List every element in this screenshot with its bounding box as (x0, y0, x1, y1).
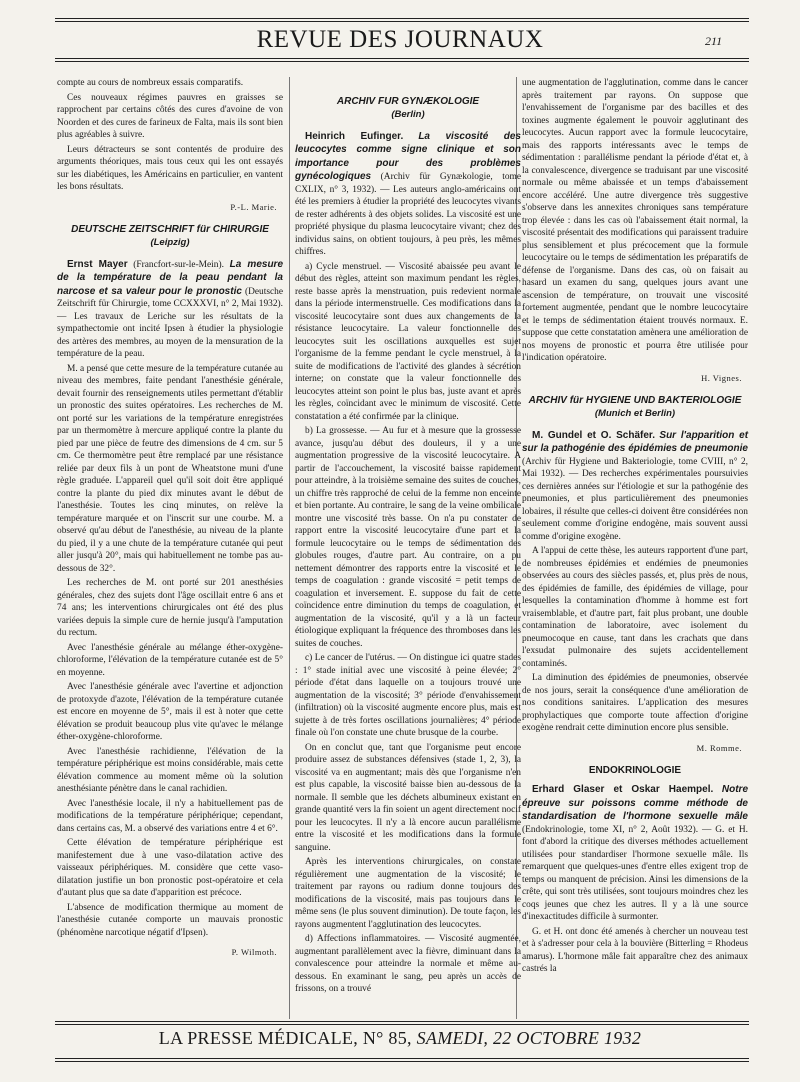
journal-section-heading: DEUTSCHE ZEITSCHRIFT für CHIRURGIE (71, 223, 269, 235)
section-heading: ENDOKRINOLOGIE (588, 765, 682, 777)
paragraph: d) Affections inflammatoires. — Viscosité augmentée, augmentant parallèlement avec la fièvre, diminuant dans la convalescence pour atteindre la normale et même au-dessous. En examinant le sang, peu après un accès de frissons, on a trouvé (295, 934, 521, 995)
paragraph: Après les interventions chirurgicales, on constate régulièrement une augmentation de la viscosité; le traitement par rayons ou radium donne toujours des modifications de la viscosité, mais pas toujours dans le même sens (le plus souvent diminution). De toute façon, les rayons augmentent l'agglutination des leucocytes. (295, 857, 521, 930)
paragraph: a) Cycle menstruel. — Viscosité abaissée peu avant le début des règles, atteint son maximum pendant les règles, reste basse après la menstruation, puis redevient normale dans la période intermenstruelle. Ces modifications dans la viscosité leucocytaire sont dues aux changements de la résistance leucocytaire. La valeur fonctionnelle des leucocytes suit les oscillations auxquelles est sujet l'organisme de la femme pendant le cycle menstruel, à la suite de modifications de l'activité des glandes à sécrétion interne; on constate que la valeur fonctionnelle des leucocytes atteint son point le plus bas, juste avant et après les règles, coïncidant avec le minimum de viscosité. Cette constatation a été confirmée par la clinique. (295, 261, 521, 422)
article-reference: (Deutsche Zeitschrift für Chirurgie, tome CCXXXVI, n° 2, Mai 1932). — Les travaux de Leriche sur les résultats de la sympathectomie ont incité Ipsen à étudier la physiologie des artères des membres, au moyen de la mensuration de la température de la peau. (57, 286, 283, 360)
article-title: Notre épreuve sur poissons comme méthode de standardisation de l'hormone sexuelle mâle (522, 784, 749, 823)
article-header (57, 258, 283, 361)
paragraph: La diminution des épidémies de pneumonies, observée de nos jours, serait la conséquence d'une amélioration de nos conditions sanitaires. L'application des mesures prophylactiques que comporte toute affection d'origine exogène rendrait cette diminution encore plus sensible. (522, 673, 748, 734)
article-header (522, 783, 748, 924)
paragraph: b) La grossesse. — Au fur et à mesure que la grossesse avance, jusqu'au début des douleurs, il y a une augmentation progressive de la viscosité leucocytaire. A partir de l'accouchement, la viscosité baisse rapidement pour atteindre, à la troisième semaine des suites de couches, un chiffre très rapproché de celui de la femme non enceinte et bien portante. Au contraire, le sang de la veine ombilicale montre une viscosité très basse. On n'a pu constater de rapport entre la viscosité leucocytaire d'une part et la formule leucocytaire ou le temps de sédimentation des globules rouges, d'autre part. Au contraire, on a pu nettement démontrer des rapports entre la viscosité et le temps de coagulation : grande viscosité = petit temps de coagulation et inversement. E. suppose du fait de cette coïncidence entre diminution du temps de coagulation, et augmentation de la viscosité, qu'il y a là un facteur étiologique expliquant la fréquence des thromboses dans les suites de couches. (295, 426, 521, 649)
header-bottom-rule-2 (55, 61, 749, 62)
paragraph: compte au cours de nombreux essais comparatifs. (57, 78, 244, 88)
paragraph: Avec l'anesthésie locale, il n'y a habituellement pas de modifications de la température périphérique; cependant, dans certains cas, M. a observé des variations entre 4 et 6°. (57, 798, 283, 834)
paragraph: Avec l'anesthésie générale au mélange éther-oxygène-chloroforme, l'élévation de la température cutanée est de 5° en moyenne. (57, 642, 283, 678)
article-author: M. Gundel et O. Schäfer. (532, 429, 656, 441)
page-number: 211 (705, 34, 723, 48)
paragraph: M. a pensé que cette mesure de la température cutanée au niveau des membres, faite pendant l'anesthésie générale, devait fournir des renseignements utiles permettant d'établir un pronostic des suites opératoires. Les recherches de M. ont porté sur les variations de la température enregistrées par un thermomètre à mercure appliqué contre la plante du pied par une pièce de feutre des dimensions de 4 cm. sur 5 cm. Ce thermomètre peut être remplacé par une résistance reliée par deux fils à un pont de Wheatstone muni d'une règle graduée. L'appareil quel qu'il soit doit être appliqué contre la plante du pied dix minutes avant le début de l'anesthésie. Toutes les cinq minutes, on relève la température marquée et on l'inscrit sur une courbe. M. a observé qu'au début de l'anesthésie, au niveau de la plante du pied, il y a une chute de la température cutanée qui peut aller jusqu'à 20°, mais qui habituellement ne tombe pas au-dessous de 32°. (57, 363, 283, 574)
paragraph: Ces nouveaux régimes pauvres en graisses se rapprochent par certains côtés des cures d'avoine de von Noorden et des cures de farineux de Falta, mais ils sont bien plus agréables à suivre. (57, 92, 283, 140)
footer-publication: LA PRESSE MÉDICALE, N° 85, (158, 1028, 412, 1048)
article-reference: (Archiv für Hygiene und Bakteriologie, tome CVIII, n° 2, Mai 1932). — Des recherches expérimentales poursuivies ces dernières années sur l'étiologie et sur la pathogénie des pneumonies, et plus particulièrement des pneumonies lobaires, il résulte que celles-ci doivent être considérées non seulement comme d'origine endogène, mais souvent aussi comme d'origine exogène. (522, 456, 748, 542)
journal-city: (Munich et Berlin) (594, 408, 676, 420)
paragraph: A l'appui de cette thèse, les auteurs rapportent d'une part, de nombreuses épidémies et endémies de pneumonies observées au cours des siècles passés, et, plus près de nous, des épidémies de famille, des épidémies de village, pour lesquelles la contamination d'homme à homme est fort vraisemblable, et d'autre part, fait plus probant, une double contamination de laboratoire, avec isolement du pneumocoque en cause, tant dans les crachats que dans l'exsudat pulmonaire des sujets accidentellement contaminés. (522, 546, 748, 669)
article-author: Ernst Mayer (67, 258, 128, 270)
article-title: Sur l'apparition et sur la pathogénie des épidémies de pneumonie (522, 429, 749, 455)
footer-top-rule-2 (55, 1024, 749, 1025)
header-bottom-rule (55, 58, 749, 59)
footer (0, 1028, 800, 1049)
footer-bottom-rule-2 (55, 1061, 749, 1062)
footer-bottom-rule (55, 1058, 749, 1059)
signature: H. Vignes. (701, 372, 742, 383)
paragraph: G. et H. ont donc été amenés à chercher un nouveau test et à s'adresser pour cela à la bouvière (Bitterling = Rhodeus amarus). L'hormone mâle fait apparaître chez des animaux castrés la (522, 926, 748, 975)
column-separator (289, 77, 290, 1019)
journal-header-title: REVUE DES JOURNAUX (256, 26, 544, 53)
article-header (295, 130, 521, 259)
header-top-rule-2 (55, 21, 749, 22)
article-author: Erhard Glaser et Oskar Haempel. (532, 784, 714, 796)
paragraph: Avec l'anesthésie générale avec l'avertine et adjonction de protoxyde d'azote, l'élévation de la température cutanée est encore en moyenne de 5°, mais il est à noter que cette élévation se produit beaucoup plus vite qu'avec le mélange éther-oxygène-chloroforme. (57, 682, 283, 743)
paragraph: Les recherches de M. ont porté sur 201 anesthésies générales, chez des sujets dont l'âge oscillait entre 6 ans et 74 ans; les interventions chirurgicales ont été des plus variées depuis la simple cure de hernie jusqu'à l'amputation du rectum. (57, 578, 283, 639)
article-author: Heinrich Eufinger. (305, 130, 404, 142)
paragraph: Avec l'anesthésie rachidienne, l'élévation de la température périphérique est moins considérable, mais cette élévation commence au moment même où la solution anesthésiante pénètre dans le canal rachidien. (57, 746, 283, 795)
footer-date: SAMEDI, 22 OCTOBRE 1932 (416, 1028, 642, 1048)
paragraph: On en conclut que, tant que l'organisme peut encore produire assez de substances défensives (stade 1, 2, 3), la viscosité va en augmentant; mais dès que l'organisme n'en est plus capable, la viscosité baisse bien au-dessous de la normale. Il semble que les déchets albumineux existant en grande quantité vers la fin soient un agent directement nocif pour les leucocytes. Il n'y a là encore aucun parallélisme entre la viscosité et les modifications dans la formule sanguine. (295, 742, 521, 853)
journal-section-heading: ARCHIV für HYGIENE UND BAKTERIOLOGIE (528, 394, 742, 406)
article-title: La mesure de la température de la peau pendant la narcose et sa valeur pour le pronostic (57, 258, 284, 297)
paragraph: une augmentation de l'agglutination, comme dans le cancer après traitement par rayons. On suppose que l'envahissement de l'organisme par des bacilles et des toxines augmente également le pouvoir agglutinant des leucocytes. Aucun rapport avec la formule leucocytaire, mais des rapports intéressants avec le temps de sédimentation : parallélisme pendant la période d'état et, à la convalescence, divergence se traduisant par une viscosité normale ou même abaissée et un temps d'abaissement encore accéléré. Une autre divergence très suggestive s'observe dans les annexites chroniques sans température trop élevée : dans les cas où l'abaissement était normal, la viscosité présentait des modifications qui paraissent traduire plus sensiblement et plus précocement que la formule leucocytaire ou le temps de sédimentation les préparatifs de défense de l'organisme. Dans des cas, où on faisait au hasard un examen du sang, quelques jours avant une ascension de température, on trouvait une viscosité fortement augmentée, pendant que le nombre leucocytaire et le temps de sédimentation étaient trouvés normaux. E. suppose que cette constatation amènera une amélioration de nos moyens de pronostic et pourra être utilisée pour l'indication opératoire. (522, 78, 748, 363)
paragraph: L'absence de modification thermique au moment de l'anesthésie cutanée comporte un mauvais pronostic (phénomène narcotique négatif d'Ipsen). (57, 902, 283, 938)
paragraph: Cette élévation de température périphérique est manifestement due à une vaso-dilatation active des vaisseaux périphériques. M. considère que cette vaso-dilatation justifie un bon pronostic post-opératoire et cela d'autant plus que sa date d'apparition est précoce. (57, 838, 283, 899)
column-2 (295, 77, 521, 998)
journal-city: (Leipzig) (150, 237, 190, 249)
article-reference: (Endokrinologie, tome XI, n° 2, Août 1932). — G. et H. font d'abord la critique des diverses méthodes actuellement utilisées pour standardiser l'hormone sexuelle mâle. Ils remarquent que quelques-unes d'entre elles exigent trop de temps ou manquent de précision. Ainsi les dimensions de la crête, qui sont très utilisées, sont toujours moindres chez les coqs jeunes que chez les autres. Il y a là une source d'inexactitudes difficile à surmonter. (522, 824, 748, 923)
footer-top-rule (55, 1021, 749, 1022)
paragraph: c) Le cancer de l'utérus. — On distingue ici quatre stades : 1° stade initial avec une viscosité à peine élevée; 2° période d'état dans laquelle on a toujours trouvé une augmentation de la viscosité; 3° période d'envahissement (infiltration) où la viscosité augmente encore plus, mais est sujette à de très fortes oscillations journalières; 4° période finale où l'on constate une chute brusque de la courbe. (295, 653, 521, 739)
signature: P. Wilmoth. (231, 947, 277, 958)
journal-city: (Berlin) (391, 109, 425, 121)
signature: P.-L. Marie. (230, 201, 277, 212)
article-author-location: (Francfort-sur-le-Mein). (133, 259, 224, 270)
article-reference: (Archiv für Gynækologie, tome CXLIX, n° 3, 1932). — Les auteurs anglo-américains ont été les premiers à étudier la propriété des leucocytes vivants de rester adhérents à des objets solides. La viscosité est une propriété physique du plasma leucocytaire vivant; chez des individus sains, on obtient toujours, à peu près, les mêmes chiffres. (295, 172, 521, 258)
article-title: La viscosité des leucocytes comme signe clinique et son importance pour des problèmes gynécologiques (295, 130, 521, 183)
column-1 (57, 77, 283, 969)
header-top-rule (55, 18, 749, 19)
article-header (522, 429, 748, 544)
signature: M. Romme. (696, 742, 742, 753)
journal-section-heading: ARCHIV FUR GYNÆKOLOGIE (336, 96, 480, 107)
paragraph: Leurs détracteurs se sont contentés de produire des arguments théoriques, mais tous ceux qui les ont essayés sur les diabétiques, les Américains en particulier, en vantent les bons résultats. (57, 144, 283, 192)
column-3 (522, 77, 748, 978)
